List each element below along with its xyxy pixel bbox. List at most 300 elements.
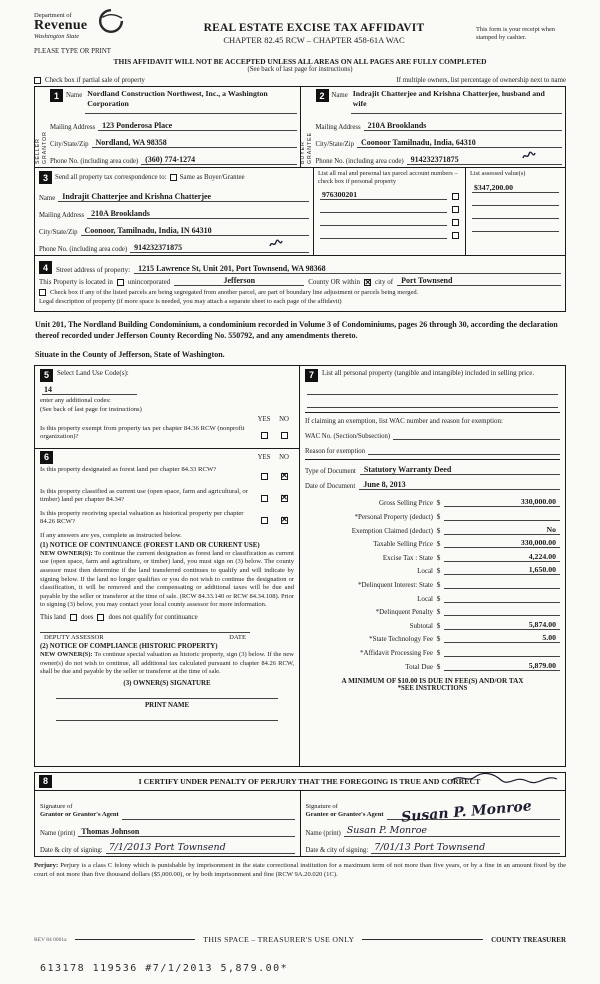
assessed-row-4 [466,219,565,232]
section-5-yes-no-header [40,416,294,423]
signature-of-label: Signature of [40,802,73,810]
multiple-owners-note: If multiple owners, list percentage of ownership next to name [396,77,566,84]
buyer-grantee-box [300,87,566,167]
parcel-row-4 [314,226,465,239]
seller-mailing-label: Mailing Address [50,124,96,131]
street-address-value: 1215 Lawrence St, Unit 201, Port Townsend, WA 98368 [134,264,561,274]
assessed-values-header: List assessed value(s) [470,170,526,177]
tax-line-affidavit-processing-fee [305,643,560,657]
perjury-lead: Perjury: [34,861,59,869]
wac-row [305,425,560,440]
no-header: NO [279,415,289,423]
tax-value: 5.00 [444,633,560,643]
notice-compliance-title: (2) NOTICE OF COMPLIANCE (HISTORIC PROPERTY) [40,642,218,650]
assessed-value-1: $347,200.00 [472,183,559,193]
form-title: REAL ESTATE EXCISE TAX AFFIDAVIT [203,22,425,34]
send-correspondence-row [39,170,309,185]
parcel-row-1 [314,187,465,200]
grantee-name-print-value: Susan P. Monroe [344,825,560,837]
parcel-personal-checkbox-4[interactable] [452,232,459,239]
corr-mailing-label: Mailing Address [39,212,85,219]
parties-section [34,86,566,168]
dollar-sign: $ [436,580,441,590]
city-of-label: city of [375,278,394,286]
dollar-sign: $ [436,498,441,508]
parcel-value-4 [320,238,447,239]
right-column [300,366,565,766]
city-checkbox[interactable] [364,279,371,286]
print-name-line[interactable] [56,710,278,721]
see-back-line: (See back of last page for instructions) [247,66,353,73]
section-5-number: 5 [40,369,53,382]
tax-value [444,615,560,616]
grantee-signature-line[interactable] [387,798,560,826]
grantee-signature-column [300,791,566,856]
buyer-phone-row [316,148,563,165]
corr-phone-value [130,243,309,253]
section-5-see-back: (See back of last page for instructions) [40,405,142,413]
grantee-agent-label: Grantee or Grantee's Agent [305,811,384,819]
land-does-not-label: does not qualify for continuance [108,613,198,621]
middle-columns [34,365,566,767]
tax-label: Excise Tax : State [382,553,433,562]
seller-fields [47,87,300,167]
section-3-number: 3 [39,171,52,184]
tax-value: 5,874.00 [444,620,560,630]
buyer-csz-label: City/State/Zip [315,141,355,148]
tax-line-exemption-claimed [305,521,560,535]
dollar-sign: $ [436,539,441,549]
doc-type-label: Type of Document [305,467,356,475]
wac-value[interactable] [393,430,560,440]
personal-property-header-row [305,369,560,382]
property-located-row [39,276,561,286]
segregated-label: Check box if any of the listed parcels are being segregated from another parcel, are part of boundary line adjustment or parcels being merged. [50,288,419,296]
notice-compliance-body [40,651,294,677]
forest-yes-cell [254,466,274,484]
section-8-certification [34,772,566,857]
if-yes-note: If any answers are yes, complete as instructed below. [40,531,182,539]
land-use-row [40,369,294,382]
signature-grid [35,791,565,856]
assessed-row-3 [466,206,565,219]
seller-name-label: Name [66,92,83,99]
doc-type-value: Statutory Warranty Deed [360,465,560,475]
perjury-statement [34,862,566,879]
tax-label: Total Due [405,662,433,671]
grantee-signature-label [306,803,384,820]
tax-label: *State Technology Fee [369,635,433,644]
doc-date-row [305,475,560,490]
county-treasurer-label: COUNTY TREASURER [491,935,566,944]
logo-state-line: Washington State [34,33,80,40]
reason-row [305,440,560,455]
date-city-label: Date & city of signing: [40,846,103,854]
street-address-label: Street address of property: [56,266,131,274]
historic-no-cell [274,510,294,528]
legal-description-text: Unit 201, The Nordland Building Condominium, a condominium recorded in Volume 3 of Condominiums, pages 26 through 30, according the declaration thereof recorded under Jefferson County Recording No. 550792, and any amendments thereto. [35,319,558,340]
land-does-checkbox[interactable] [70,614,77,621]
tax-label: Gross Selling Price [378,499,433,508]
section-7-tax-computation [300,366,565,766]
wac-label: WAC No. (Section/Subsection) [305,432,391,440]
tax-line-excise-tax-local [305,562,560,576]
corr-name-value: Indrajit Chatterjee and Krishna Chatterjee [58,192,309,202]
tax-value: 5,879.00 [444,661,560,671]
partial-sale-row [34,77,566,84]
treasurer-footer [34,935,566,944]
tax-line-delinquent-penalty [305,603,560,617]
seller-side-label [35,87,47,167]
buyer-fields [313,87,566,167]
logo-revenue-line: Revenue [34,18,88,33]
grantor-signature-row [40,793,295,820]
reason-label: Reason for exemption [305,447,366,455]
grantor-name-print-value: Thomas Johnson [78,827,294,837]
partial-sale-label: Check box if partial sale of property [45,77,145,84]
buyer-mailing-value: 210A Brooklands [364,121,562,131]
cashier-stamp: 613178 119536 #7/1/2013 5,879.00* [40,963,289,974]
footer-rule-right [362,939,483,940]
new-owners-lead: NEW OWNER(S): [40,549,93,557]
corr-mailing-row [39,202,309,219]
exemption-header: If claiming an exemption, list WAC number and reason for exemption: [305,416,503,425]
seller-grantor-box [35,87,300,167]
see-instructions-note: *SEE INSTRUCTIONS [397,684,468,692]
deputy-assessor-line [40,632,250,641]
section-4-number: 4 [39,261,52,274]
exempt-yes-cell [254,425,274,443]
tax-label: Local [417,594,433,603]
seller-name-row [50,89,297,114]
chapter-line: CHAPTER 82.45 RCW – CHAPTER 458-61A WAC [223,35,405,45]
section-3-left [35,168,313,255]
section-3-tax-correspondence [34,168,566,256]
tax-label: *Affidavit Processing Fee [360,649,433,657]
buyer-phone-label: Phone No. (including area code) [315,158,404,165]
tax-line-excise-tax-state [305,548,560,562]
corr-csz-row [39,219,309,236]
notice-continuance-title: (1) NOTICE OF CONTINUANCE (FOREST LAND OR CURRENT USE) [40,541,260,549]
current-use-question-row [40,488,294,506]
segregated-row [39,289,561,296]
exempt-question-text: Is this property exempt from property tax per chapter 84.36 RCW (nonprofit organization)? [40,424,245,441]
tax-label: Exemption Claimed (deduct) [351,526,433,535]
land-pre-label: This land [40,613,66,621]
treasurer-space-label: THIS SPACE – TREASURER'S USE ONLY [203,935,355,944]
parcel-personal-checkbox-1[interactable] [452,193,459,200]
section-5-land-use [35,366,299,448]
deputy-assessor-label: DEPUTY ASSESSOR [44,633,104,641]
seller-csz-label: City/State/Zip [50,141,89,148]
parcel-numbers-column [313,168,465,255]
land-use-code-value: 14 [42,385,137,395]
doc-date-label: Date of Document [305,482,356,490]
dollar-sign: $ [436,593,441,603]
grantee-date-city-value: 7/01/13 Port Townsend [371,842,560,854]
buyer-csz-value: Coonoor Tamilnadu, India, 64310 [357,138,562,148]
seller-mailing-row [50,114,297,131]
exempt-no-cell [274,425,294,443]
corr-phone-label: Phone No. (including area code) [39,246,128,253]
personal-property-blank-1[interactable] [307,382,558,395]
same-as-buyer-label: Same as Buyer/Grantee [179,174,245,181]
street-address-row [39,261,561,274]
seller-word: SELLER [34,138,41,164]
assessed-values-column [465,168,565,255]
section-6-header [40,451,294,464]
partial-sale-checkbox[interactable] [34,77,41,84]
city-value: Port Townsend [397,276,561,286]
grantor-agent-label: Grantor or Grantor's Agent [40,811,119,819]
send-correspondence-label: Send all property tax correspondence to: [55,174,167,181]
tax-line-total-due [305,657,560,671]
county-or-label: County OR within [308,278,360,286]
grantee-signature-handwriting: Susan P. Monroe [400,798,532,826]
minimum-due-note: A MINIMUM OF $10.00 IS DUE IN FEE(S) AND/OR TAX [341,676,524,685]
tax-value [444,520,560,521]
assessed-value-4 [472,231,559,232]
dollar-sign: $ [436,566,441,576]
additional-codes-label: enter any additional codes: [40,396,111,404]
notice-compliance-text: To continue special valuation as historic property, sign (3) below. If the new owner(s) do not wish to continue, all additional tax calculated pursuant to chapter 84.26 RCW, shall be due and payable by the seller or transferor at the time of sale. [40,650,294,676]
unincorporated-checkbox[interactable] [117,279,124,286]
owners-signature-caption: (3) OWNER(S) SIGNATURE [123,679,211,687]
grantee-date-city-row [306,837,561,854]
grantor-date-city-value: 7/1/2013 Port Townsend [106,842,295,854]
logo-dept-line: Department of [34,12,72,19]
title-block [152,12,476,45]
seller-name-value: Nordland Construction Northwest, Inc., a Washington Corporation [85,89,296,114]
dollar-sign: $ [436,552,441,562]
tax-line-personal-property-deduct [305,507,560,521]
tax-value: 1,650.00 [444,565,560,575]
forest-no-cell [274,466,294,484]
dollar-sign: $ [436,648,441,657]
perjury-text: Perjury is a class C felony which is punishable by imprisonment in the state correctional institution for a maximum term of not more than five years, or by a fine in an amount fixed by the court of not more than five thousand dollars ($5,000.00), or by both imprisonment and fine (RCW 9A.20.020 (1C). [34,861,566,878]
historic-no-checkbox[interactable] [281,517,288,524]
assessed-row-2 [466,193,565,206]
forest-no-checkbox[interactable] [281,473,288,480]
buyer-mailing-label: Mailing Address [315,124,361,131]
name-print-label: Name (print) [305,829,341,837]
footer-rule-left [75,939,196,940]
seller-csz-value: Nordland, WA 98358 [92,138,297,148]
section-8-number: 8 [39,775,52,788]
current-use-yes-cell [254,488,274,506]
buyer-name-label: Name [331,92,348,99]
corr-name-label: Name [39,195,56,202]
grantee-signature-flourish [449,771,559,785]
same-as-buyer-checkbox[interactable] [170,174,177,181]
tax-line-subtotal [305,616,560,630]
land-qualify-row [40,614,294,621]
current-use-no-checkbox[interactable] [281,495,288,502]
current-use-yes-checkbox[interactable] [261,495,268,502]
tax-line-delinquent-interest-state [305,575,560,589]
ink-correction-mark [522,151,536,161]
section-7-number: 7 [305,369,318,382]
doc-type-row [305,460,560,475]
tax-value: 330,000.00 [444,497,560,507]
seller-phone-label: Phone No. (including area code) [50,158,139,165]
dollar-sign: $ [436,607,441,617]
grantor-signature-line[interactable] [122,808,295,820]
tax-value: 4,224.00 [444,552,560,562]
buyer-csz-row [316,131,563,148]
notice-continuance-body [40,550,294,610]
notice-continuance-text: To continue the current designation as forest land or classification as current use (open space, farm and agriculture, or timber) land, you must sign on (3) below. The county assessor must then determine if the land transferred continues to qualify and will indicate by signing below. If the land no longer qualifies or you do not wish to continue the designation or classification, it will be removed and the compensating or additional taxes will be due and payable by the seller or transferor at the time of sale. (RCW 84.33.140 or RCW 84.34.108). Prior to signing (3) below, you may contact your local county assessor for more information. [40,549,294,609]
form-number: REV 84 0001a [34,936,67,943]
legal-description-label-row [39,298,561,305]
corr-csz-value: Coonoor, Tamilnadu, India, IN 64310 [81,226,309,236]
tax-label: Taxable Selling Price [373,540,433,549]
tax-line-state-technology-fee [305,630,560,644]
seller-mailing-value: 123 Ponderosa Place [98,121,296,131]
buyer-word: BUYER [300,141,306,164]
owners-signature-line[interactable] [56,688,278,699]
section-7-divider-1 [305,412,560,413]
exempt-question-row [40,425,294,443]
forest-yes-checkbox[interactable] [261,473,268,480]
tax-label: *Personal Property (deduct) [354,513,433,522]
tax-value: 330,000.00 [444,538,560,548]
parcel-numbers-header: List all real and personal tax parcel account numbers – check box if personal property [318,170,458,185]
buyer-name-value: Indrajit Chatterjee and Krishna Chatterjee, husband and wife [351,89,562,114]
grantor-signature-column [35,791,300,856]
dollar-sign: $ [436,634,441,644]
tax-value [444,588,560,589]
grantor-signature-label [40,803,119,820]
parcel-row-2 [314,200,465,213]
section-6-designations [35,449,299,766]
revenue-swoosh-icon [98,8,124,34]
signature-of-label: Signature of [305,802,338,810]
grantor-date-city-row [40,837,295,854]
section-6-yes-no-header [254,454,294,461]
certify-row [35,773,565,791]
ink-correction-mark [269,239,283,249]
grantor-word: GRANTOR [41,131,48,164]
section-1-number: 1 [50,89,63,102]
form-header [34,12,566,55]
left-column [35,366,300,766]
dollar-sign: $ [436,525,441,535]
deputy-assessor-block [40,632,250,641]
seller-phone-row [50,148,297,165]
no-header: NO [279,453,289,461]
partial-sale-group [34,77,145,84]
county-value: Jefferson [174,276,304,286]
dollar-sign: $ [436,512,441,522]
print-name-caption: PRINT NAME [144,701,190,709]
land-does-not-checkbox[interactable] [97,614,104,621]
tax-line-taxable-selling-price [305,535,560,549]
grantor-name-print-row [40,820,295,837]
tax-line-gross-selling-price [305,494,560,508]
seller-csz-row [50,131,297,148]
parcel-personal-checkbox-3[interactable] [452,219,459,226]
land-use-label: Select Land Use Code(s): [57,368,129,377]
section-2-number: 2 [316,89,329,102]
corr-csz-label: City/State/Zip [39,229,78,236]
land-does-label: does [80,613,94,621]
exempt-no-checkbox[interactable] [281,432,288,439]
tax-value [444,602,560,603]
buyer-name-row [316,89,563,114]
legal-description-label: Legal description of property (if more space is needed, you may attach a separate sheet to each page of the affidavit) [39,298,342,305]
historic-yes-checkbox[interactable] [261,517,268,524]
tax-computation-block [305,494,560,671]
dollar-sign: $ [436,661,441,671]
tax-line-delinquent-interest-local [305,589,560,603]
seller-phone-value: (360) 774-1274 [141,155,296,165]
tax-value: No [444,525,560,535]
exempt-yes-checkbox[interactable] [261,432,268,439]
parcel-row-3 [314,213,465,226]
buyer-side-label [301,87,313,167]
corr-name-row [39,185,309,202]
date-city-label: Date & city of signing: [305,846,369,854]
personal-property-label: List all personal property (tangible and intangible) included in selling price. [322,368,535,377]
new-owners-lead: NEW OWNER(S): [40,650,93,658]
grantee-signature-row [305,793,561,826]
situate-line: Situate in the County of Jefferson, State of Washington. [35,349,225,359]
personal-property-blank-2[interactable] [307,395,558,408]
unincorporated-label: unincorporated [127,278,171,286]
please-type-or-print-label: PLEASE TYPE OR PRINT [34,48,112,55]
doc-date-value: June 8, 2013 [359,480,560,490]
section-4-property-location [34,256,566,312]
corr-phone-text: 914232371875 [134,243,183,252]
current-use-no-cell [274,488,294,506]
tax-label: Local [417,567,433,576]
tax-value [444,656,560,657]
corr-phone-row [39,236,309,253]
tax-label: *Delinquent Penalty [375,608,433,617]
buyer-phone-value [407,155,562,165]
tax-label: *Delinquent Interest: State [357,581,433,590]
forest-land-question-row [40,466,294,484]
yes-header: YES [257,415,271,423]
historic-question: Is this property receiving special valuation as historical property per chapter 84.26 RCW? [40,509,244,526]
yes-header: YES [257,453,271,461]
segregated-checkbox[interactable] [39,289,46,296]
name-print-label: Name (print) [40,829,76,837]
reason-value[interactable] [368,445,560,455]
dept-of-revenue-logo [34,12,152,55]
located-pre-label: This Property is located in [39,278,113,286]
parcel-personal-checkbox-2[interactable] [452,206,459,213]
grantee-word: GRANTEE [307,131,313,164]
current-use-question: Is this property classified as current use (open space, farm and agricultural, or timber) land per chapter 84.34? [40,487,248,504]
parcel-value-1: 976300201 [320,190,447,200]
dollar-sign: $ [436,620,441,630]
affidavit-notice-line: THIS AFFIDAVIT WILL NOT BE ACCEPTED UNLESS ALL AREAS ON ALL PAGES ARE FULLY COMPLETED [113,57,487,66]
receipt-note: This form is your receipt when stamped by cashier. [476,26,555,41]
corr-mailing-value: 210A Brooklands [87,209,309,219]
tax-label: Subtotal [409,621,433,630]
certify-text: I CERTIFY UNDER PENALTY OF PERJURY THAT THE FOREGOING IS TRUE AND CORRECT [138,776,481,786]
buyer-mailing-row [316,114,563,131]
historic-question-row [40,510,294,528]
forest-land-question: Is this property designated as forest land per chapter 84.33 RCW? [40,465,217,473]
historic-yes-cell [254,510,274,528]
date-label: DATE [229,633,246,641]
buyer-phone-text: 914232371875 [410,155,459,164]
section-6-number: 6 [40,451,53,464]
assessed-row-1 [466,180,565,193]
